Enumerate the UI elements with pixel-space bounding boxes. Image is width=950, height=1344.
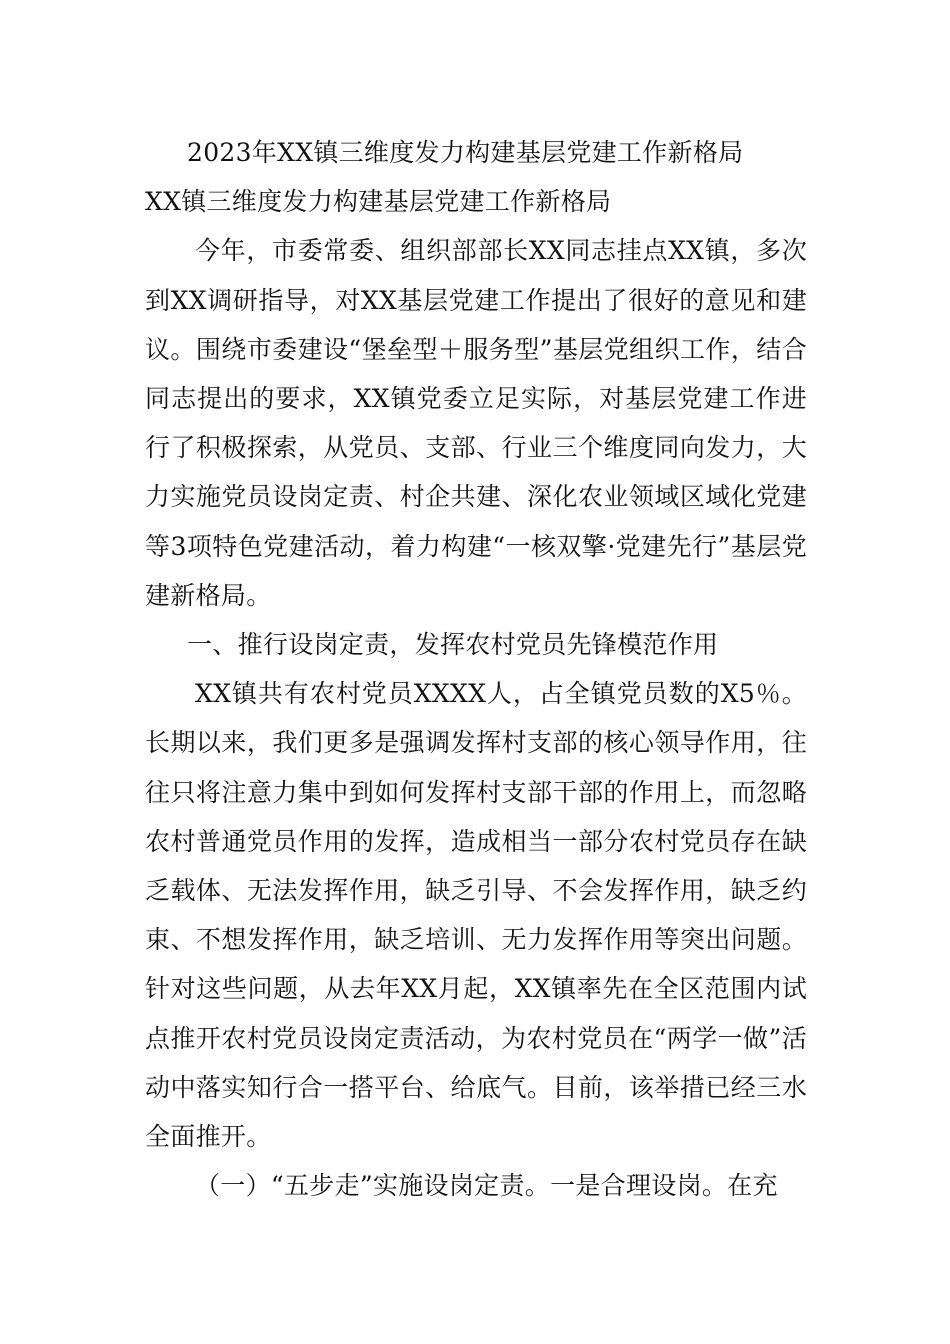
section-1-paragraph: XX镇共有农村党员XXXX人，占全镇党员数的X5％。长期以来，我们更多是强调发挥村支部的核心领导作用，往往只将注意力集中到如何发挥村支部干部的作用上，而忽略农村普通党员作用的发挥，造成相当一部分农村党员存在缺乏载体、无法发挥作用，缺乏引导、不会发挥作用，缺乏约束、不想发挥作用，缺乏培训、无力发挥作用等突出问题。针对这些问题，从去年XX月起，XX镇率先在全区范围内试点推开农村党员设岗定责活动，为农村党员在“两学一做”活动中落实知行合一搭平台、给底气。目前，该举措已经三水全面推开。 <box>145 679 807 1152</box>
document-body <box>145 128 807 1210</box>
document-subtitle: XX镇三维度发力构建基层党建工作新格局 <box>145 187 612 217</box>
section-heading-1: 一、推行设岗定责，发挥农村党员先锋模范作用 <box>187 630 719 660</box>
subsection-1-line: （一）“五步走”实施设岗定责。一是合理设岗。在充 <box>195 1171 778 1201</box>
document-title: 2023年XX镇三维度发力构建基层党建工作新格局 <box>187 138 744 167</box>
intro-paragraph: 今年，市委常委、组织部部长XX同志挂点XX镇，多次到XX调研指导，对XX基层党建工作提出了很好的意见和建议。围绕市委建设“堡垒型＋服务型”基层党组织工作，结合同志提出的要求，XX镇党委立足实际，对基层党建工作进行了积极探索，从党员、支部、行业三个维度同向发力，大力实施党员设岗定责、村企共建、深化农业领域区域化党建等3项特色党建活动，着力构建“一核双擎·党建先行”基层党建新格局。 <box>145 236 807 610</box>
